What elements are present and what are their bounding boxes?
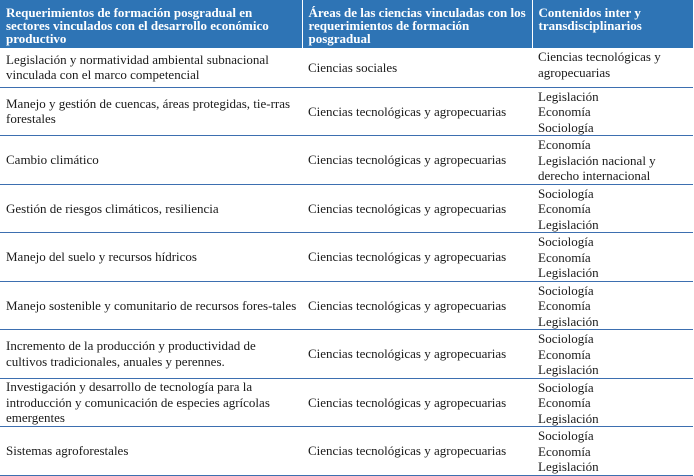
content-item: Economía (538, 201, 591, 216)
contents-cell (532, 427, 693, 476)
contents-cell (532, 87, 693, 136)
science-area-cell: Ciencias tecnológicas y agropecuarias (302, 281, 532, 330)
header-requirements: Requerimientos de formación posgradual en sectores vinculados con el desarrollo económico productivo (0, 0, 302, 48)
contents-cell (532, 330, 693, 379)
table-header (0, 0, 693, 48)
science-area-cell: Ciencias tecnológicas y agropecuarias (302, 378, 532, 427)
requirement-cell: Manejo y gestión de cuencas, áreas protegidas, tie-rras forestales (0, 87, 302, 136)
content-item: Sociología (538, 185, 594, 201)
content-item: Legislación nacional y (538, 152, 656, 168)
content-item: Sociología (538, 282, 594, 298)
content-item: Sociología (538, 379, 594, 395)
content-item: Economía (538, 443, 591, 459)
requirement-cell: Gestión de riesgos climáticos, resiliencia (0, 184, 302, 233)
content-item: Economía (538, 137, 591, 152)
content-item: Economía (538, 395, 591, 410)
table-row (0, 48, 693, 87)
content-item: Legislación (538, 88, 599, 104)
table-row (0, 281, 693, 330)
content-item: Sociología (538, 119, 594, 135)
table-row (0, 378, 693, 427)
science-area-cell: Ciencias tecnológicas y agropecuarias (302, 330, 532, 379)
science-area-cell: Ciencias tecnológicas y agropecuarias (302, 233, 532, 282)
table-row (0, 330, 693, 379)
content-item: Economía (538, 249, 591, 265)
content-item: Legislación (538, 313, 599, 329)
contents-cell (532, 184, 693, 233)
content-item: Legislación (538, 265, 599, 280)
table-body (0, 48, 693, 475)
science-area-cell: Ciencias tecnológicas y agropecuarias (302, 184, 532, 233)
table-row (0, 233, 693, 282)
content-item: Legislación (538, 459, 599, 474)
contents-cell (532, 48, 693, 87)
content-item: derecho internacional (538, 168, 651, 183)
content-item: Legislación (538, 410, 599, 426)
contents-cell (532, 136, 693, 185)
table-row (0, 136, 693, 185)
science-area-cell: Ciencias sociales (302, 48, 532, 87)
requirement-cell: Legislación y normatividad ambiental subnacional vinculada con el marco competencial (0, 48, 302, 87)
table-row (0, 427, 693, 476)
requirement-cell: Investigación y desarrollo de tecnología para la introducción y comunicación de especies agrícolas emergentes (0, 378, 302, 427)
content-item: Economía (538, 104, 591, 119)
requirement-cell: Manejo sostenible y comunitario de recursos fores-tales (0, 281, 302, 330)
requirement-cell: Cambio climático (0, 136, 302, 185)
contents-cell (532, 378, 693, 427)
requirement-cell: Manejo del suelo y recursos hídricos (0, 233, 302, 282)
science-area-cell: Ciencias tecnológicas y agropecuarias (302, 87, 532, 136)
content-item: Sociología (538, 234, 594, 249)
content-item: Ciencias tecnológicas y (538, 49, 661, 64)
header-science-areas: Áreas de las ciencias vinculadas con los requerimientos de formación posgradual (302, 0, 532, 48)
content-item: agropecuarias (538, 64, 611, 80)
content-item: Economía (538, 346, 591, 362)
table-row (0, 184, 693, 233)
science-area-cell: Ciencias tecnológicas y agropecuarias (302, 136, 532, 185)
content-item: Legislación (538, 362, 599, 377)
header-contents: Contenidos inter y transdisciplinarios (532, 0, 693, 48)
content-item: Legislación (538, 216, 599, 232)
contents-cell (532, 233, 693, 282)
table-row (0, 87, 693, 136)
content-item: Sociología (538, 331, 594, 346)
requirement-cell: Incremento de la producción y productividad de cultivos tradicionales, anuales y perennes. (0, 330, 302, 379)
science-area-cell: Ciencias tecnológicas y agropecuarias (302, 427, 532, 476)
content-item: Sociología (538, 428, 594, 443)
contents-cell (532, 281, 693, 330)
requirement-cell: Sistemas agroforestales (0, 427, 302, 476)
content-item: Economía (538, 298, 591, 313)
